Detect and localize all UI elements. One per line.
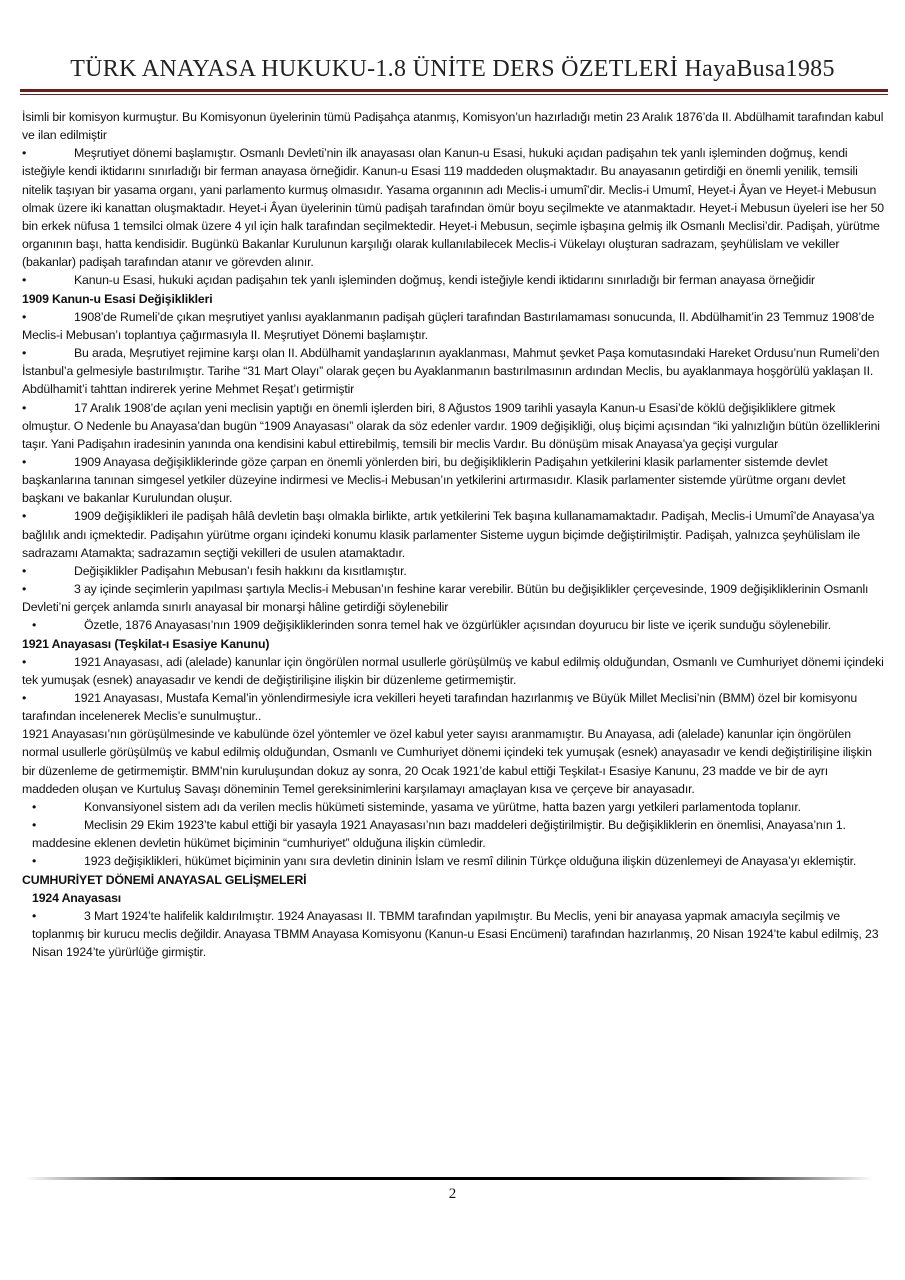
header-rule-thin [20, 94, 888, 95]
page-number: 2 [448, 1186, 457, 1202]
bullet-icon: • [22, 273, 27, 288]
bullet-text: Meşrutiyet dönemi başlamıştır. Osmanlı Devleti’nin ilk anayasası olan Kanun-u Esasi, hukuki açıdan padişahın tek yanlı işleminden doğmuş, kendi isteğiyle kendi iktidarını sınırladığı bir ferman anayasa örneğidir. Kanun-u Esasi 119 maddeden oluşmaktadır. Bu anayasanın getirdiği en önemli yenilik, temsili nitelik taşıyan bir yasama organı, yani parlamento kurmuş olmasıdır. Yasama organının adı Meclis-i umumî’dir. Meclis-i Umumî, Heyet-i Âyan ve Heyet-i Mebusun olmak üzere iki kanattan oluşmaktadır. Heyet-i Âyan üyelerinin tümü padişah tarafından ömür boyu seçilmekte ve atanmaktadır. Heyet-i Mebusun üyeleri ise her 50 bin erkek nüfusa 1 temsilci olmak üzere 4 yıl için halk tarafından seçilmektedir. Heyet-i Mebusun, seçimle işbaşına gelmiş ilk Osmanlı Meclisi’dir. Padişah, yürütme organının başı, hatta kendisidir. Bugünkü Bakanlar Kurulunun karşılığı olarak kullanılabilecek Meclis-i Vükelayı oluşturan sadrazam, şeyhülislam ve vekiller (bakanlar) padişah tarafından atanır ve görevden alınır. [22, 146, 884, 270]
bullet-text: 3 ay içinde seçimlerin yapılması şartıyla Meclis-i Mebusan’ın feshine karar verebilir. Bütün bu değişiklikler çerçevesinde, 1909 değişikliklerinin Osmanlı Devleti’ni gerçek anlamda sınırlı anayasal bir monarşi hâline getirdiği söylenebilir [22, 582, 869, 615]
bullet-item [22, 689, 884, 725]
bullet-icon: • [32, 618, 37, 633]
bullet-item [22, 308, 884, 344]
bullet-text: 1909 değişiklikleri ile padişah hâlâ devletin başı olmakla birlikte, artık yetkilerini Tek başına kullanamamaktadır. Padişah, Meclis-i Umumî’de Anayasa’ya bağlılık andı içmektedir. Padişahın yürütme organı içindeki konumu klasik parlamenter Sisteme uygun biçimde değiştirilmiştir. Padişah, yalnızca şeyhülislam ile sadrazamı Atamakta; sadrazamın seçtiği vekilleri de usulen atamaktadır. [22, 509, 875, 560]
section-heading: 1921 Anayasası (Teşkilat-ı Esasiye Kanunu) [22, 636, 270, 651]
bullet-icon: • [22, 346, 27, 361]
bullet-item [22, 852, 884, 870]
page-header-title: TÜRK ANAYASA HUKUKU-1.8 ÜNİTE DERS ÖZETLERİ HayaBusa1985 [70, 56, 835, 82]
bullet-icon: • [32, 854, 37, 869]
bullet-icon: • [22, 309, 27, 324]
bullet-icon: • [22, 654, 27, 669]
section-heading: 1924 Anayasası [32, 890, 122, 905]
bullet-item [22, 616, 884, 634]
bullet-icon: • [32, 908, 37, 923]
bullet-item [22, 344, 884, 398]
footer-rule [25, 1177, 873, 1180]
bullet-item [22, 562, 884, 580]
bullet-icon: • [32, 799, 37, 814]
bullet-icon: • [22, 146, 27, 161]
bullet-item [22, 507, 884, 561]
bullet-text: 1909 Anayasa değişikliklerinde göze çarpan en önemli yönlerden biri, bu değişikliklerin Padişahın yetkilerini klasik parlamenter sistemde devlet başkanlarına tanınan simgesel yetkiler düzeyine indirmesi ve Meclis-i Mebusan’ın yetkilerini artırmasıdır. Klasik parlamenter sistemde yürütme organı devlet başkanı ve bakanlar Kurulundan oluşur. [22, 454, 846, 506]
bullet-item [22, 816, 884, 852]
bullet-text: Değişiklikler Padişahın Mebusan’ı fesih hakkını da kısıtlamıştır. [74, 563, 407, 578]
section-heading: CUMHURİYET DÖNEMİ ANAYASAL GELİŞMELERİ [22, 872, 307, 887]
bullet-text: Bu arada, Meşrutiyet rejimine karşı olan II. Abdülhamit yandaşlarının ayaklanması, Mahmut şevket Paşa komutasındaki Hareket Ordusu’nun Rumeli’den İstanbul’a gelmesiyle bastırılmıştır. Tarihe “31 Mart Olayı” olarak geçen bu Ayaklanmanın bastırılmasının ardından Meclis, bu ayaklanmaya hoşgörülü yaklaşan II. Abdülhamit’i tahttan indirerek yerine Mehmet Reşat’ı getirmiştir [22, 346, 880, 397]
bullet-icon: • [22, 400, 27, 415]
bullet-text: 17 Aralık 1908’de açılan yeni meclisin yaptığı en önemli işlerden biri, 8 Ağustos 1909 tarihli yasayla Kanun-u Esasi’de köklü değişikliklere gitmek olmuştur. O Nedenle bu Anayasa’dan bugün “1909 Anayasası” olarak da söz edenler vardır. 1909 değişikliği, oluş biçimi açısından “iki yalnızlığın bütün özelliklerini taşır. Yani Padişahın iradesinin yanında ona kendisini kabul ettirebilmiş, temsili bir meclis Vardır. Bu dönüşüm misak Anayasa’ya geçişi vurgular [22, 400, 880, 451]
bullet-icon: • [22, 509, 27, 524]
paragraph-text: İsimli bir komisyon kurmuştur. Bu Komisyonun üyelerinin tümü Padişahça atanmış, Komisyon’un hazırladığı metin 23 Aralık 1876’da II. Abdülhamit tarafından kabul ve ilan edilmiştir [22, 110, 884, 143]
bullet-icon: • [22, 582, 27, 597]
document-body [22, 108, 884, 961]
bullet-text: 1923 değişiklikleri, hükümet biçiminin yanı sıra devletin dininin İslam ve resmî dilinin Türkçe olduğuna ilişkin düzenlemeyi de Anayasa’yı eklemiştir. [84, 854, 857, 869]
section-heading: 1909 Kanun-u Esasi Değişiklikleri [22, 291, 213, 306]
bullet-item [22, 453, 884, 507]
bullet-text: 1921 Anayasası, Mustafa Kemal’in yönlendirmesiyle icra vekilleri heyeti tarafından hazırlanmış ve Büyük Millet Meclisi’nin (BMM) özel bir komisyonu tarafından incelenerek Meclis’e sunulmuştur.. [22, 691, 858, 724]
bullet-item [22, 399, 884, 453]
bullet-text: 1908’de Rumeli’de çıkan meşrutiyet yanlısı ayaklanmanın padişah güçleri tarafından Bastırılamaması sonucunda, II. Abdülhamit’in 23 Temmuz 1908’de Meclis-i Mebusan’ı toplantıya çağırmasıyla II. Meşrutiyet Dönemi başlamıştır. [22, 309, 875, 342]
bullet-icon: • [22, 454, 27, 469]
bullet-text: Kanun-u Esasi, hukuki açıdan padişahın tek yanlı işleminden doğmuş, kendi isteğiyle kendi iktidarını sınırladığı bir ferman anayasa örneğidir [74, 273, 815, 288]
bullet-item [22, 798, 884, 816]
bullet-text: Konvansiyonel sistem adı da verilen meclis hükümeti sisteminde, yasama ve yürütme, hatta bazen yargı yetkileri parlamentoda toplanır. [84, 799, 801, 814]
bullet-text: Meclisin 29 Ekim 1923’te kabul ettiği bir yasayla 1921 Anayasası’nın bazı maddeleri değiştirilmiştir. Bu değişikliklerin en önemlisi, Anayasa’nın 1. maddesine eklenen devletin hükümet biçiminin “cumhuriyet” olduğuna ilişkin cümledir. [32, 818, 846, 851]
bullet-icon: • [32, 818, 37, 833]
bullet-item [22, 271, 884, 289]
body-paragraph [22, 725, 884, 798]
bullet-icon: • [22, 691, 27, 705]
header-rule-thick [20, 89, 888, 92]
bullet-item [22, 580, 884, 616]
body-paragraph [22, 108, 884, 144]
bullet-item [22, 653, 884, 689]
bullet-item [22, 144, 884, 271]
paragraph-text: 1921 Anayasası’nın görüşülmesinde ve kabulünde özel yöntemler ve özel kabul yeter sayısı aranmamıştır. Bu Anayasa, adi (alelade) kanunlar için öngörülen normal usullerle görüşülmüş ve kabul edilmiş olduğundan, Osmanlı ve Cumhuriyet dönemi içindeki tek yumuşak (esnek) anayasadır ve kendi değiştirilişine ilişkin bir düzenleme de getirmemiştir. BMM’nin kuruluşundan dokuz ay sonra, 20 Ocak 1921’de kabul ettiği Teşkilat-ı Esasiye Kanunu, 23 madde ve bir de ayrı maddeden oluşan ve Kurtuluş Savaşı döneminin Temel gereksinimlerini karşılamayı amaçlayan kısa ve çerçeve bir anayasadır. [22, 727, 872, 796]
bullet-icon: • [22, 563, 27, 578]
bullet-text: Özetle, 1876 Anayasası’nın 1909 değişikliklerinden sonra temel hak ve özgürlükler açısından doyurucu bir liste ve içerik sunduğu söylenebilir. [84, 618, 832, 633]
bullet-item [22, 907, 884, 961]
bullet-text: 3 Mart 1924’te halifelik kaldırılmıştır. 1924 Anayasası II. TBMM tarafından yapılmıştır. Bu Meclis, yeni bir anayasa yapmak amacıyla seçilmiş ve toplanmış bir kurucu meclis değildir. Anayasa TBMM Anayasa Komisyonu (Kanun-u Esasi Encümeni) tarafından hazırlanmış, 20 Nisan 1924’te kabul edilmiş, 23 Nisan 1924’te yürürlüğe girmiştir. [32, 908, 879, 960]
bullet-text: 1921 Anayasası, adi (alelade) kanunlar için öngörülen normal usullerle görüşülmüş ve kabul edilmiş olduğundan, Osmanlı ve Cumhuriyet dönemi içindeki tek yumuşak (esnek) anayasadır ve kendi de değiştirilişine ilişkin bir düzenleme getirmemiştir. [22, 654, 884, 687]
